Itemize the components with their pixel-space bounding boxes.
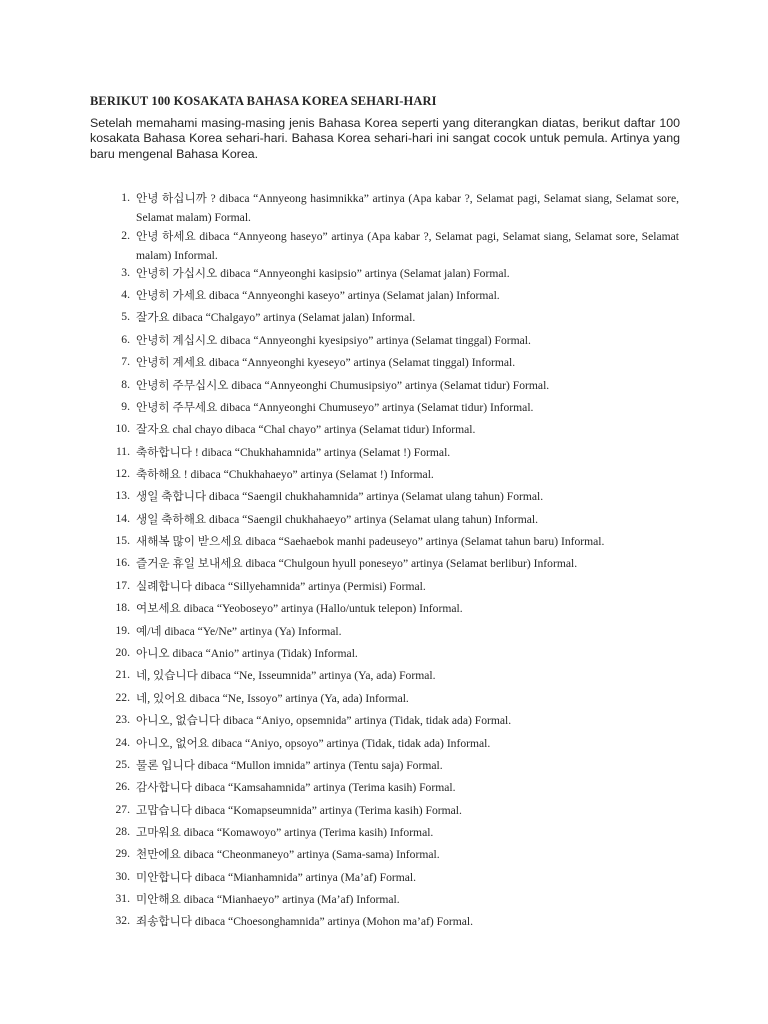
list-item-number: 12. (115, 467, 130, 480)
list-item-number: 7. (121, 355, 130, 368)
list-item-text: 안녕히 계십시오 dibaca “Annyeonghi kyesipsiyo” artinya (Selamat tinggal) Formal. (136, 334, 531, 347)
list-item-text: 안녕 하세요 dibaca “Annyeong haseyo” artinya (Apa kabar ?, Selamat pagi, Selamat siang, Selamat sore, Selamat malam) Informal. (136, 230, 679, 262)
list-item-number: 29. (115, 847, 130, 860)
list-item-number: 5. (121, 310, 130, 323)
list-item-number: 2. (121, 229, 130, 242)
list-item-number: 24. (115, 736, 130, 749)
list-item-text: 천만에요 dibaca “Cheonmaneyo” artinya (Sama-sama) Informal. (136, 848, 440, 861)
list-item-number: 6. (121, 333, 130, 346)
list-item-text: 축하해요 ! dibaca “Chukhahaeyo” artinya (Selamat !) Informal. (136, 468, 434, 481)
list-item-text: 안녕히 주무세요 dibaca “Annyeonghi Chumuseyo” artinya (Selamat tidur) Informal. (136, 401, 534, 414)
list-item-number: 17. (115, 579, 130, 592)
list-item-text: 죄송합니다 dibaca “Choesonghamnida” artinya (Mohon ma’af) Formal. (136, 915, 474, 928)
list-item-number: 31. (115, 892, 130, 905)
list-item-number: 15. (115, 534, 130, 547)
list-item-number: 3. (121, 266, 130, 279)
list-item-number: 10. (115, 422, 130, 435)
intro-paragraph: Setelah memahami masing-masing jenis Bahasa Korea seperti yang diterangkan diatas, berikut daftar 100 kosakata Bahasa Korea sehari-hari. Bahasa Korea sehari-hari ini sangat cocok untuk pemula. Artinya yang baru mengenal Bahasa Korea. (90, 116, 680, 161)
list-item-text: 네, 있습니다 dibaca “Ne, Isseumnida” artinya (Ya, ada) Formal. (136, 669, 436, 682)
list-item-text: 축하합니다 ! dibaca “Chukhahamnida” artinya (Selamat !) Formal. (136, 446, 451, 459)
list-item-number: 8. (121, 378, 130, 391)
list-item-number: 28. (115, 825, 130, 838)
list-item-number: 9. (121, 400, 130, 413)
list-item-text: 잘가요 dibaca “Chalgayo” artinya (Selamat jalan) Informal. (136, 311, 416, 324)
list-item-text: 감사합니다 dibaca “Kamsahamnida” artinya (Terima kasih) Formal. (136, 781, 456, 794)
list-item-text: 고맙습니다 dibaca “Komapseumnida” artinya (Terima kasih) Formal. (136, 804, 462, 817)
list-item-text: 여보세요 dibaca “Yeoboseyo” artinya (Hallo/untuk telepon) Informal. (136, 602, 463, 615)
list-item-text: 아니오 dibaca “Anio” artinya (Tidak) Informal. (136, 647, 358, 660)
list-item-text: 네, 있어요 dibaca “Ne, Issoyo” artinya (Ya, ada) Informal. (136, 692, 409, 705)
list-item-text: 물론 입니다 dibaca “Mullon imnida” artinya (Tentu saja) Formal. (136, 759, 443, 772)
list-item-text: 안녕히 가세요 dibaca “Annyeonghi kaseyo” artinya (Selamat jalan) Informal. (136, 289, 500, 302)
list-item-text: 새해복 많이 받으세요 dibaca “Saehaebok manhi padeuseyo” artinya (Selamat tahun baru) Informal. (136, 535, 605, 548)
list-item-text: 안녕 하십니까 ? dibaca “Annyeong hasimnikka” artinya (Apa kabar ?, Selamat pagi, Selamat siang, Selamat sore, Selamat malam) Formal. (136, 192, 679, 224)
list-item-number: 32. (115, 914, 130, 927)
list-item-text: 안녕히 주무십시오 dibaca “Annyeonghi Chumusipsiyo” artinya (Selamat tidur) Formal. (136, 379, 550, 392)
list-item-number: 26. (115, 780, 130, 793)
list-item-text: 생일 축하해요 dibaca “Saengil chukhahaeyo” artinya (Selamat ulang tahun) Informal. (136, 513, 538, 526)
list-item-number: 23. (115, 713, 130, 726)
list-item-number: 11. (115, 445, 130, 458)
list-item-number: 14. (115, 512, 130, 525)
list-item-text: 안녕히 가십시오 dibaca “Annyeonghi kasipsio” artinya (Selamat jalan) Formal. (136, 267, 510, 280)
list-item-text: 잘자요 chal chayo dibaca “Chal chayo” artinya (Selamat tidur) Informal. (136, 423, 476, 436)
list-item-number: 18. (115, 601, 130, 614)
list-item-text: 고마워요 dibaca “Komawoyo” artinya (Terima kasih) Informal. (136, 826, 434, 839)
list-item-text: 생일 축합니다 dibaca “Saengil chukhahamnida” artinya (Selamat ulang tahun) Formal. (136, 490, 544, 503)
list-item-number: 13. (115, 489, 130, 502)
list-item-number: 19. (115, 624, 130, 637)
list-item-text: 즐거운 휴일 보내세요 dibaca “Chulgoun hyull poneseyo” artinya (Selamat berlibur) Informal. (136, 557, 578, 570)
list-item-number: 16. (115, 556, 130, 569)
list-item-text: 실례합니다 dibaca “Sillyehamnida” artinya (Permisi) Formal. (136, 580, 426, 593)
list-item-number: 1. (121, 191, 130, 204)
list-item-number: 21. (115, 668, 130, 681)
list-item-text: 안녕히 계세요 dibaca “Annyeonghi kyeseyo” artinya (Selamat tinggal) Informal. (136, 356, 516, 369)
list-item-number: 20. (115, 646, 130, 659)
list-item-text: 아니오, 없습니다 dibaca “Aniyo, opsemnida” artinya (Tidak, tidak ada) Formal. (136, 714, 512, 727)
list-item-number: 30. (115, 870, 130, 883)
list-item-number: 25. (115, 758, 130, 771)
list-item-text: 예/네 dibaca “Ye/Ne” artinya (Ya) Informal. (136, 625, 342, 638)
page-title: BERIKUT 100 KOSAKATA BAHASA KOREA SEHARI-HARI (90, 94, 437, 108)
list-item-text: 미안해요 dibaca “Mianhaeyo” artinya (Ma’af) Informal. (136, 893, 400, 906)
list-item-number: 27. (115, 803, 130, 816)
list-item-text: 미안합니다 dibaca “Mianhamnida” artinya (Ma’af) Formal. (136, 871, 417, 884)
list-item-number: 22. (115, 691, 130, 704)
list-item-text: 아니오, 없어요 dibaca “Aniyo, opsoyo” artinya (Tidak, tidak ada) Informal. (136, 737, 491, 750)
list-item-number: 4. (121, 288, 130, 301)
